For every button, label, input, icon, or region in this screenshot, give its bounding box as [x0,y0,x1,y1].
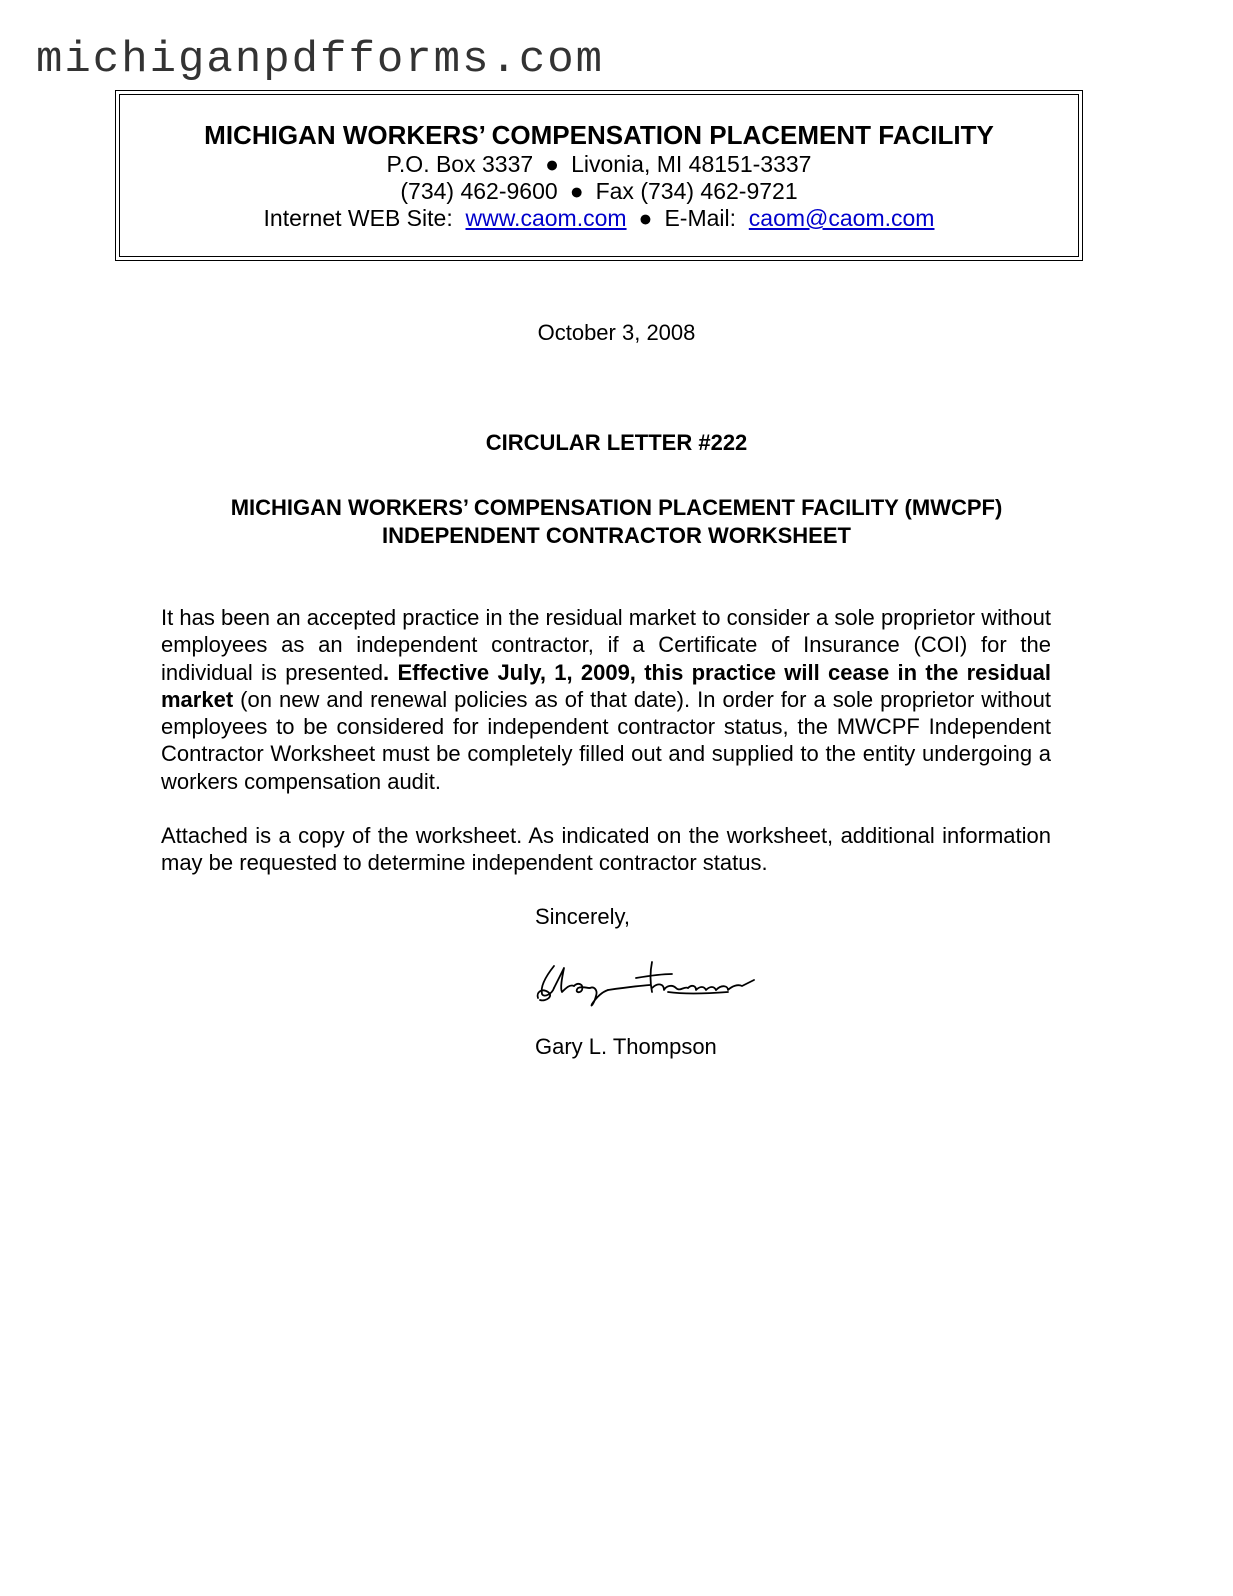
city-state-zip: Livonia, MI 48151-3337 [571,151,812,177]
body-paragraph-1 [161,604,1051,795]
bullet-separator: ● [638,205,653,231]
body-paragraph-2: Attached is a copy of the worksheet. As indicated on the worksheet, additional information may be requested to determine independent contractor status. [161,823,1051,876]
subject-line-1: MICHIGAN WORKERS’ COMPENSATION PLACEMENT FACILITY (MWCPF) [230,495,1003,520]
signer-name: Gary L. Thompson [535,1034,717,1059]
paragraph-1-bold-text: . Effective July, 1, 2009, this practice will cease in the residual market [161,659,1051,712]
address-line [116,151,1082,178]
phone-number: (734) 462-9600 [400,178,558,204]
letter-subject [0,494,1233,550]
bullet-separator: ● [569,178,584,204]
po-box: P.O. Box 3337 [386,151,534,177]
letterhead [116,119,1082,232]
closing-salutation: Sincerely, [535,904,630,929]
signature-image [532,958,762,1014]
website-link[interactable]: www.caom.com [465,205,627,231]
watermark-text: michiganpdfforms.com [36,35,605,85]
paragraph-1-text-a: It has been an accepted practice in the residual market to consider a sole proprietor without employees as an independent contractor, if a Certificate of Insurance (COI) for the individual is presented [161,605,1051,685]
web-label: Internet WEB Site: [263,205,453,231]
circular-letter-title: CIRCULAR LETTER #222 [485,430,748,455]
letter-date: October 3, 2008 [537,320,696,345]
phone-line [116,178,1082,205]
email-link[interactable]: caom@caom.com [748,205,935,231]
email-label: E-Mail: [664,205,737,231]
subject-line-2: INDEPENDENT CONTRACTOR WORKSHEET [382,523,851,548]
fax-number: Fax (734) 462-9721 [595,178,798,204]
web-line [116,205,1082,232]
letterhead-box [115,90,1083,261]
paragraph-1-text-b: (on new and renewal policies as of that date). In order for a sole proprietor without employees to be considered for independent contractor status, the MWCPF Independent Contractor Worksheet must be completely filled out and supplied to the entity undergoing a workers compensation audit. [161,686,1051,794]
organization-name: MICHIGAN WORKERS’ COMPENSATION PLACEMENT FACILITY [204,120,994,150]
bullet-separator: ● [545,151,560,177]
